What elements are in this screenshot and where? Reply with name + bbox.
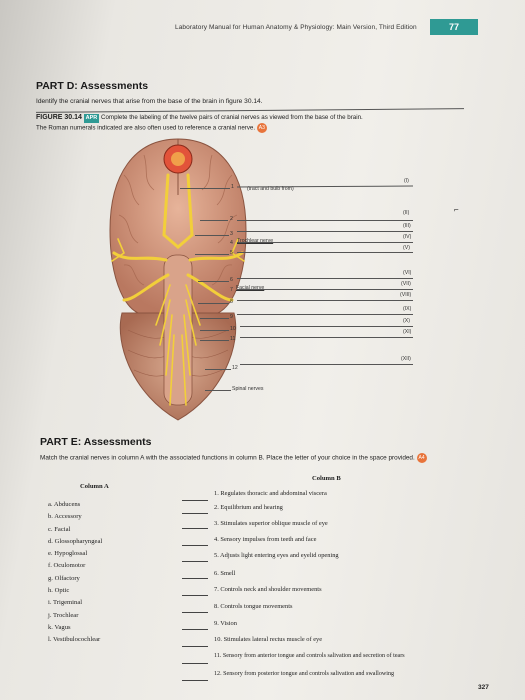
column-b-item: 10. Stimulates lateral rectus muscle of eye	[214, 636, 323, 643]
label-number-2: 2	[230, 216, 233, 222]
answer-blank-1[interactable]	[237, 186, 413, 188]
label-number-5: 5	[230, 250, 233, 256]
leader-line-3	[195, 235, 229, 236]
leader-line-5	[195, 254, 229, 255]
answer-blank-10[interactable]	[240, 326, 413, 327]
figure-label: FIGURE 30.14	[36, 114, 82, 121]
part-d-instruction: Identify the cranial nerves that arise from the base of the brain in figure 30.14.	[36, 98, 263, 105]
column-a-item: h. Optic	[48, 587, 70, 594]
column-a-item: k. Vagus	[48, 624, 71, 631]
column-b-item: 12. Sensory from posterior tongue and controls salivation and swallowing	[214, 671, 395, 677]
label-number-1: 1	[231, 184, 234, 190]
answer-field-2[interactable]	[182, 513, 208, 514]
answer-blank-2[interactable]	[237, 220, 413, 221]
column-a-item: j. Trochlear	[48, 612, 79, 619]
label-trochlear: Trochlear nerve	[237, 238, 274, 244]
answer-field-12[interactable]	[182, 680, 208, 681]
column-b-title: Column B	[312, 475, 341, 482]
column-a-title: Column A	[80, 483, 109, 490]
roman-VI: (VI)	[403, 270, 412, 276]
label-tract-and-bulb: (tract and bulb from)	[247, 186, 294, 192]
leader-line-6	[198, 281, 229, 282]
roman-I: (I)	[404, 178, 409, 184]
roman-VII: (VII)	[401, 281, 411, 287]
roman-III: (III)	[403, 223, 411, 229]
leader-line-8	[198, 303, 229, 304]
roman-IX: (IX)	[403, 306, 412, 312]
answer-blank-5[interactable]	[237, 252, 413, 253]
column-b-item: 11. Sensory from anterior tongue and controls salivation and secretion of tears	[214, 653, 405, 659]
answer-field-7[interactable]	[182, 595, 208, 596]
column-b-item: 8. Controls tongue movements	[214, 603, 293, 610]
caption-line-2: The Roman numerals indicated are also often used to reference a cranial nerve.	[36, 124, 256, 132]
answer-blank-11[interactable]	[240, 337, 413, 338]
column-a-item: g. Olfactory	[48, 575, 80, 582]
answer-field-11[interactable]	[182, 663, 208, 664]
column-a-item: d. Glossopharyngeal	[48, 538, 103, 545]
leader-line-10	[200, 330, 229, 331]
assessment-badge-a4: A4	[418, 455, 425, 461]
answer-blank-9[interactable]	[237, 314, 413, 315]
answer-blank-7[interactable]	[237, 289, 413, 290]
running-head: Laboratory Manual for Human Anatomy & Physiology: Main Version, Third Edition	[175, 24, 417, 31]
answer-field-10[interactable]	[182, 646, 208, 647]
roman-II: (II)	[403, 210, 410, 216]
answer-field-3[interactable]	[182, 528, 208, 529]
column-b-item: 7. Controls neck and shoulder movements	[214, 586, 322, 593]
column-a-item: e. Hypoglossal	[48, 550, 88, 557]
column-b-item: 4. Sensory impulses from teeth and face	[214, 536, 317, 543]
roman-V: (V)	[403, 245, 410, 251]
roman-IV: (IV)	[403, 234, 412, 240]
label-number-4: 4	[230, 240, 233, 246]
column-b-item: 2. Equilibrium and hearing	[214, 504, 283, 511]
answer-blank-xii[interactable]	[240, 364, 413, 365]
leader-line-2	[200, 220, 228, 221]
caption-line-1: Complete the labeling of the twelve pairs of cranial nerves as viewed from the base of the brain.	[101, 114, 363, 121]
label-number-11: 11	[230, 336, 236, 342]
header-page-number: 77	[430, 19, 478, 35]
leader-line-9	[200, 318, 229, 319]
answer-blank-4[interactable]	[237, 242, 413, 243]
column-a-item: a. Abducens	[48, 501, 81, 508]
column-a-item: l. Vestibulocochlear	[48, 636, 101, 643]
answer-field-9[interactable]	[182, 629, 208, 630]
assessment-badge-a3: A3	[258, 124, 265, 131]
roman-X: (X)	[403, 318, 410, 324]
answer-field-6[interactable]	[182, 578, 208, 579]
answer-field-4[interactable]	[182, 545, 208, 546]
part-e-title: PART E: Assessments	[40, 436, 152, 448]
column-b-item: 9. Vision	[214, 620, 237, 627]
label-number-6: 6	[230, 277, 233, 283]
column-b-item: 1. Regulates thoracic and abdominal viscera	[214, 490, 327, 497]
column-a-item: c. Facial	[48, 526, 71, 533]
leader-line-11	[200, 340, 229, 341]
label-number-10: 10	[230, 326, 236, 332]
label-number-12: 12	[232, 365, 238, 371]
roman-XII: (XII)	[401, 356, 411, 362]
leader-line-12	[205, 369, 231, 370]
answer-blank-8[interactable]	[237, 300, 413, 301]
roman-VIII: (VIII)	[400, 292, 412, 298]
leader-line-spinal	[205, 390, 231, 391]
tick-mark: ⌐	[454, 205, 459, 214]
answer-field-5[interactable]	[182, 561, 208, 562]
column-b-item: 5. Adjusts light entering eyes and eyelid opening	[214, 552, 339, 559]
part-d-title: PART D: Assessments	[36, 80, 149, 92]
column-a-item: i. Trigeminal	[48, 599, 83, 606]
column-a-item: b. Accessory	[48, 513, 82, 520]
column-a-item: f. Oculomotor	[48, 562, 86, 569]
label-number-9: 9	[230, 314, 233, 320]
answer-blank-6[interactable]	[237, 278, 413, 279]
label-number-8: 8	[230, 299, 233, 305]
part-e-instruction-text: Match the cranial nerves in column A with the associated functions in column B. Place the letter of your choice in the space provided.	[40, 454, 415, 462]
answer-blank-3[interactable]	[237, 231, 413, 232]
answer-field-8[interactable]	[182, 612, 208, 613]
label-facial: Facial nerve	[236, 285, 265, 291]
footer-page-number: 327	[478, 684, 489, 691]
label-spinal-nerves: Spinal nerves	[232, 386, 264, 392]
column-b-item: 3. Stimulates superior oblique muscle of eye	[214, 520, 328, 527]
column-b-item: 6. Smell	[214, 570, 236, 577]
roman-XI: (XI)	[403, 329, 412, 335]
answer-field-1[interactable]	[182, 500, 208, 501]
label-number-7: 7	[230, 287, 233, 293]
label-number-3: 3	[230, 231, 233, 237]
leader-line-1	[180, 188, 230, 189]
apr-tag: APR	[85, 115, 98, 121]
part-e-instruction	[40, 453, 470, 463]
